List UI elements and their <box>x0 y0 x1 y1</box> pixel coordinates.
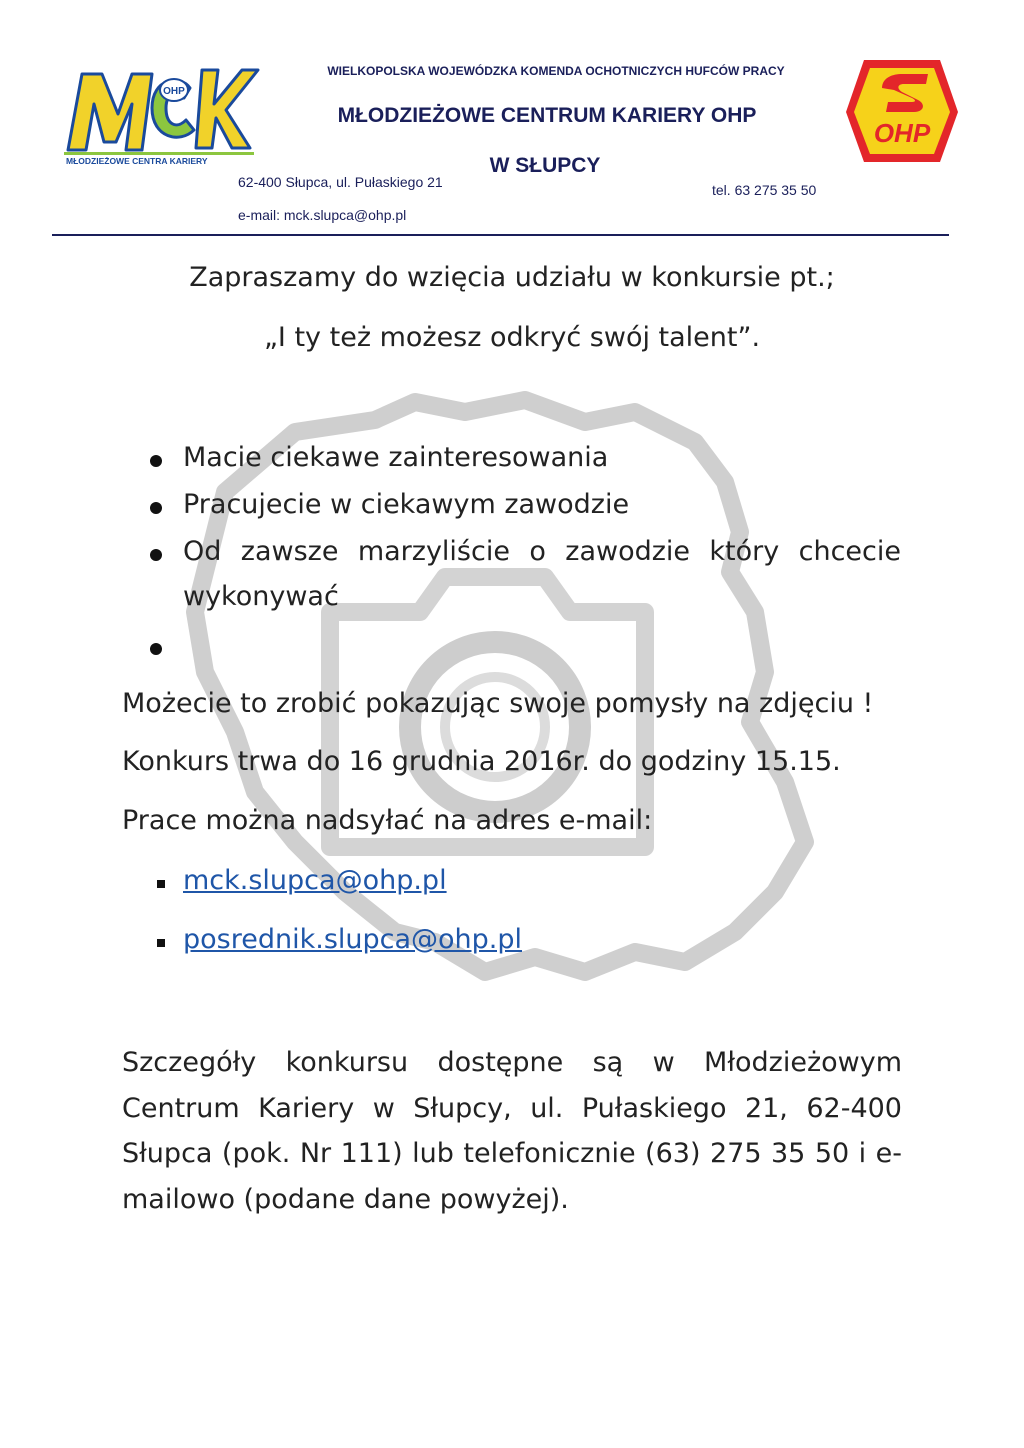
email-link-posrednik[interactable]: posrednik.slupca@ohp.pl <box>183 924 523 955</box>
mck-logo-main: MCK <box>60 52 63 53</box>
square-bullet-icon <box>157 939 165 947</box>
bullet-dot-icon <box>150 455 162 467</box>
bullet-dot-icon <box>150 643 162 655</box>
email-link-mck[interactable]: mck.slupca@ohp.pl <box>183 865 447 896</box>
bullet-dot-icon <box>150 502 162 514</box>
bullet-text: Od zawsze marzyliście o zawodzie który chcecie <box>183 536 901 567</box>
bullet-text-continuation: wykonywać <box>183 581 339 612</box>
body-line-2: Konkurs trwa do 16 grudnia 2016r. do godziny 15.15. <box>122 746 841 777</box>
bullet-text: Pracujecie w ciekawym zawodzie <box>183 489 630 520</box>
square-bullet-icon <box>157 880 165 888</box>
header-address: 62-400 Słupca, ul. Pułaskiego 21 <box>238 174 443 190</box>
bullet-text: Macie ciekawe zainteresowania <box>183 442 609 473</box>
header-phone: tel. 63 275 35 50 <box>712 182 817 198</box>
header-org-line: WIELKOPOLSKA WOJEWÓDZKA KOMENDA OCHOTNICZYCH HUFCÓW PRACY <box>327 64 785 78</box>
ohp-logo-text: OHP <box>873 118 931 148</box>
bullet-dot-icon <box>150 549 162 561</box>
intro-line-1: Zapraszamy do wzięcia udziału w konkursie pt.; <box>189 262 835 293</box>
body-line-1: Możecie to zrobić pokazując swoje pomysły na zdjęciu ! <box>122 688 874 719</box>
header-email: e-mail: mck.slupca@ohp.pl <box>238 207 407 223</box>
header-divider <box>52 234 949 236</box>
intro-line-2: „I ty też możesz odkryć swój talent”. <box>263 322 761 353</box>
header-center-city: W SŁUPCY <box>489 154 601 177</box>
mck-logo-badge: OHP <box>163 86 185 97</box>
mck-logo <box>60 52 260 167</box>
header-center-name: MŁODZIEŻOWE CENTRUM KARIERY OHP <box>337 104 757 127</box>
mck-logo-caption: MŁODZIEŻOWE CENTRA KARIERY <box>66 156 208 166</box>
details-paragraph: Szczegóły konkursu dostępne są w Młodzieżowym Centrum Kariery w Słupcy, ul. Pułaskiego 21, 62-400 Słupca (pok. Nr 111) lub telefonicznie (63) 275 35 50 i e-mailowo (podane dane powyżej). <box>122 1047 902 1215</box>
body-line-3: Prace można nadsyłać na adres e-mail: <box>122 805 653 836</box>
